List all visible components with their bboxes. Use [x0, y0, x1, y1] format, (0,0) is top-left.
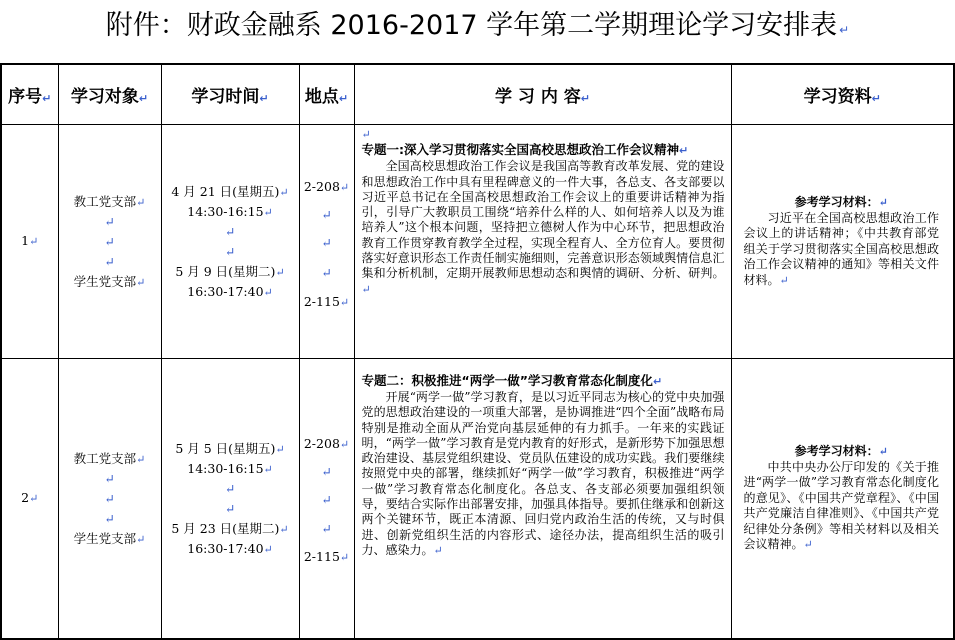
row-place [299, 125, 354, 359]
blank-line: ↵ [104, 233, 115, 249]
header-time: 学习时间↵ [161, 64, 299, 125]
materials-body: 中共中央办公厅印发的《关于推进“两学一做”学习教育常态化制度化的意见》、《中国共产党章程》、《中国共产党廉洁自律准则》、《中国共产党纪律处分条例》等相关材料以及相关会议精神。↵ [743, 459, 939, 552]
blank-line: ↵ [321, 492, 332, 507]
blank-line: ↵ [224, 500, 236, 516]
time-hours: 14:30-16:15↵ [187, 460, 273, 476]
row-materials [731, 359, 954, 640]
schedule-table [0, 63, 955, 640]
header-index: 序号↵ [1, 64, 58, 125]
row-time [161, 125, 299, 359]
time-hours: 16:30-17:40↵ [187, 283, 273, 299]
blank-line: ↵ [104, 470, 115, 486]
blank-line: ↵ [361, 128, 371, 141]
blank-line: ↵ [321, 521, 332, 536]
target-faculty: 教工党支部↵ [73, 193, 146, 209]
topic-body: 全国高校思想政治工作会议是我国高等教育改革发展、党的建设和思想政治工作中具有里程碑意义的一件大事，各总支、各支部要以习近平总书记在全国高校思想政治工作会议上的重要讲话精神为指引，引导广大教职员工围绕“培养什么样的人、如何培养人以及为谁培养人”这个根本问题，坚持把立德树人作为中心环节，把思想政治教育工作贯穿教育教学全过程，实现全程育人、全方位育人。要贯彻落实好意识形态工作责任制实施细则，完善意识形态领域舆情信息汇集和分析机制，定期开展教师思想动态和舆情的调研、分析、研判。↵ [361, 159, 725, 296]
time-date: 5 月 23 日(星期二)↵ [171, 520, 289, 536]
row-index: 2↵ [1, 359, 58, 640]
place-b: 2-115↵ [303, 294, 350, 309]
header-materials: 学习资料↵ [731, 64, 954, 125]
place-b: 2-115↵ [303, 549, 350, 564]
target-student: 学生党支部↵ [73, 273, 146, 289]
row-target [58, 125, 161, 359]
time-hours: 14:30-16:15↵ [187, 203, 273, 219]
blank-line: ↵ [321, 207, 332, 222]
target-faculty: 教工党支部↵ [73, 450, 146, 466]
materials-heading: 参考学习材料：↵ [794, 444, 888, 459]
header-row [1, 64, 954, 125]
blank-line: ↵ [104, 490, 115, 506]
row-content [354, 359, 731, 640]
materials-heading: 参考学习材料：↵ [794, 195, 888, 209]
paragraph-mark-icon: ↵ [839, 23, 850, 37]
time-date: 5 月 5 日(星期五)↵ [175, 440, 285, 456]
header-target: 学习对象↵ [58, 64, 161, 125]
materials-body: 习近平在全国高校思想政治工作会议上的讲话精神；《中共教育部党组关于学习贯彻落实全国高校思想政治工作会议精神的通知》等相关文件材料。↵ [743, 210, 939, 287]
target-student: 学生党支部↵ [73, 530, 146, 546]
topic-body: 开展“两学一做”学习教育，是以习近平同志为核心的党中央加强党的思想政治建设的一项重大部署，是协调推进“四个全面”战略布局特别是推动全面从严治党向基层延伸的有力抓手。一年来的实践证明，“两学一做”学习教育是党内教育的好形式，是新形势下加强思想政治建设、基层党组织建设、党员队伍建设的成功实践。我们要继续按照党中央的部署，继续抓好“两学一做”学习教育，积极推进“两学一做”学习教育常态化制度化。各总支、各支部必须要加强组织领导，要结合实际作出部署安排，加强具体指导。要抓住继承和创新这两个关键环节，既正本清源、回归党内政治生活的传统，又与时俱进、创新党组织生活的内容形式、途径办法，提高组织生活的吸引力、感染力。↵ [361, 390, 725, 557]
blank-line: ↵ [321, 235, 332, 250]
blank-line: ↵ [224, 243, 236, 259]
time-hours: 16:30-17:40↵ [187, 540, 273, 556]
blank-line: ↵ [104, 213, 115, 229]
row-target [58, 359, 161, 640]
table-row [1, 125, 954, 359]
page-title: 附件：财政金融系 2016-2017 学年第二学期理论学习安排表 ↵ [105, 10, 850, 41]
blank-line: ↵ [104, 510, 115, 526]
blank-line: ↵ [104, 253, 115, 269]
topic-title: 专题一:深入学习贯彻落实全国高校思想政治工作会议精神↵ [361, 142, 689, 158]
blank-line: ↵ [224, 223, 236, 239]
blank-line: ↵ [321, 464, 332, 479]
row-content [354, 125, 731, 359]
place-a: 2-208↵ [303, 436, 350, 451]
blank-line: ↵ [224, 480, 236, 496]
topic-title: 专题二：积极推进“两学一做”学习教育常态化制度化↵ [361, 373, 663, 388]
header-place: 地点↵ [299, 64, 354, 125]
row-index: 1↵ [1, 125, 58, 359]
table-row [1, 359, 954, 640]
header-content: 学 习 内 容↵ [354, 64, 731, 125]
place-a: 2-208↵ [303, 179, 350, 194]
blank-line: ↵ [321, 265, 332, 280]
row-time [161, 359, 299, 640]
row-materials [731, 125, 954, 359]
time-date: 5 月 9 日(星期二)↵ [175, 263, 285, 279]
row-place [299, 359, 354, 640]
time-date: 4 月 21 日(星期五)↵ [171, 183, 289, 199]
